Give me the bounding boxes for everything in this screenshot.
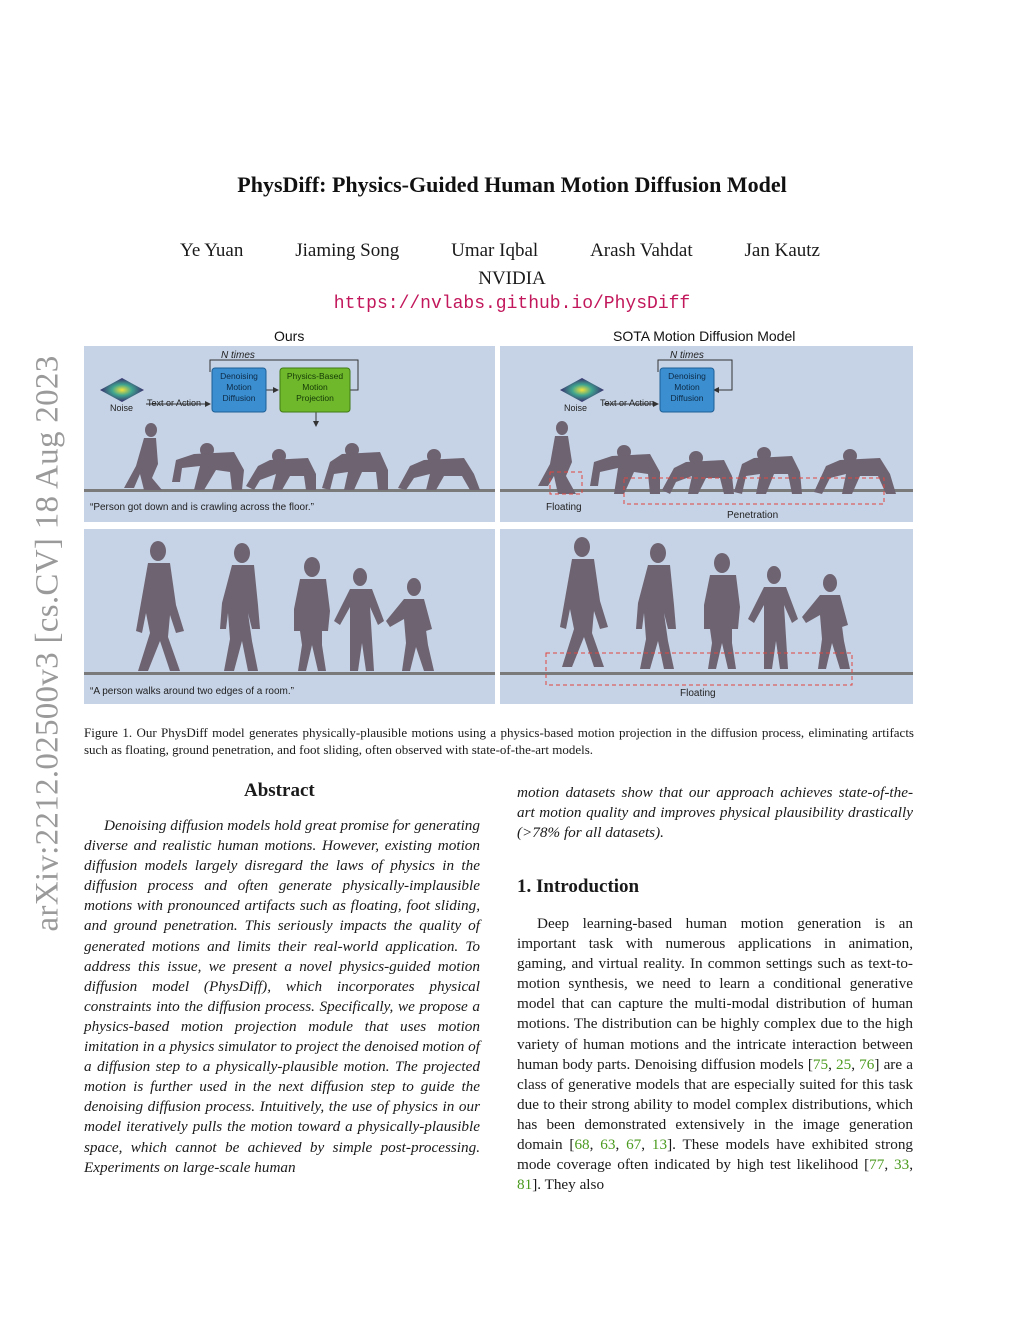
- floating-label: Floating: [546, 502, 582, 513]
- arxiv-stamp: [24, 344, 72, 942]
- text-or-action-label: Text or Action: [600, 398, 655, 408]
- walking-figures: [560, 537, 850, 669]
- ours-walk-illustration: [84, 529, 495, 704]
- citation-link[interactable]: 77: [869, 1156, 885, 1174]
- citation-link[interactable]: 63: [600, 1136, 616, 1154]
- figure-heading-ours: Ours: [274, 328, 305, 344]
- noise-icon: [100, 378, 144, 402]
- denoising-box-label: Denoising Motion Diffusion: [220, 371, 258, 403]
- citation-link[interactable]: 76: [859, 1055, 875, 1073]
- crawling-figures: [124, 423, 480, 490]
- physics-box-label: Physics-Based Motion Projection: [286, 371, 344, 403]
- penetration-label: Penetration: [727, 510, 779, 521]
- author-list: [180, 240, 820, 262]
- figure-panel-ours-crawl: [84, 346, 495, 522]
- citation-link[interactable]: 75: [812, 1055, 829, 1073]
- denoising-box-label: Denoising Motion Diffusion: [668, 371, 706, 403]
- figure-panel-sota-walk: [500, 529, 913, 704]
- introduction-text: Deep learning-based human motion generation is an important task with numerous applications in animation, gaming, and virtual reality. In common settings such as text-to-motion synthesis, we need to learn a conditional generative model that can capture the multi-modal distribution of human motions. The distribution can be highly complex due to the high variety of human motions and the intricate interaction between human body parts. Denoising diffusion models [75, 25, 76] are a class of generative models that are especially suited for this task due to their strong ability to model complex distributions, which has been demonstrated extensively in the image generation domain [68, 63, 67, 13]. These models have exhibited strong mode coverage often indicated by high test likelihood [77, 33, 81]. They also: [517, 915, 914, 1194]
- citation-link[interactable]: 33: [894, 1156, 910, 1174]
- crawl-prompt-caption: “Person got down and is crawling across the floor.”: [90, 502, 314, 513]
- paper-title: PhysDiff: Physics-Guided Human Motion Diffusion Model: [237, 172, 787, 197]
- n-times-label: N times: [670, 350, 704, 361]
- figure-panel-sota-crawl: [500, 346, 913, 522]
- noise-label: Noise: [110, 403, 134, 413]
- arxiv-stamp-text: arXiv:2212.02500v3 [cs.CV] 18 Aug 2023: [29, 354, 66, 932]
- abstract-heading: Abstract: [244, 780, 315, 801]
- affiliation: NVIDIA: [478, 268, 546, 289]
- author: Jiaming Song: [295, 240, 400, 261]
- walking-figures: [136, 541, 434, 671]
- figure-panel-ours-walk: [84, 529, 495, 704]
- project-url-link[interactable]: https://nvlabs.github.io/PhysDiff: [333, 294, 691, 314]
- abstract-continuation: motion datasets show that our approach achieves state-of-the-art motion quality and improves physical plausibility drastically (>78% for all datasets).: [517, 784, 913, 842]
- floating-label: Floating: [680, 688, 716, 699]
- citation-link[interactable]: 81: [517, 1176, 533, 1194]
- author: Jan Kautz: [744, 240, 820, 261]
- introduction-heading: 1. Introduction: [517, 876, 640, 897]
- text-or-action-label: Text or Action: [147, 398, 202, 408]
- citation-link[interactable]: 68: [574, 1136, 590, 1154]
- crawling-figures: [538, 421, 896, 494]
- author: Ye Yuan: [180, 240, 244, 261]
- noise-icon: [560, 378, 604, 402]
- citation-link[interactable]: 13: [651, 1136, 668, 1154]
- sota-walk-illustration: [500, 529, 913, 704]
- figure-heading-sota: SOTA Motion Diffusion Model: [613, 328, 796, 344]
- noise-label: Noise: [564, 403, 588, 413]
- citation-link[interactable]: 25: [836, 1055, 852, 1073]
- abstract-text: Denoising diffusion models hold great promise for generating diverse and realistic human motions. However, existing motion diffusion models largely disregard the laws of physics in the diffusion process and often generate physically-implausible motions with pronounced artifacts such as floating, foot sliding, and ground penetration. This seriously impacts the quality of generated motions and limits their real-world application. To address this issue, we present a novel physics-guided motion diffusion model (PhysDiff), which incorporates physical constraints into the diffusion process. Specifically, we propose a physics-based motion projection module that uses motion imitation in a physics simulator to project the denoised motion of a diffusion step to a physically-plausible motion. The projected motion is further used in the next diffusion step to guide the denoising diffusion process. Intuitively, the use of physics in our model iteratively pulls the motion toward a physically-plausible space, which cannot be achieved by simple post-processing. Experiments on large-scale human: [84, 817, 480, 1176]
- figure-caption: Figure 1. Our PhysDiff model generates physically-plausible motions using a physics-based motion projection in the diffusion process, eliminating artifacts such as floating, ground penetration, and foot sliding, often observed with state-of-the-art models.: [84, 725, 914, 757]
- author: Umar Iqbal: [451, 240, 539, 261]
- walk-prompt-caption: “A person walks around two edges of a room.”: [90, 686, 294, 697]
- author: Arash Vahdat: [590, 240, 693, 261]
- citation-link[interactable]: 67: [626, 1136, 642, 1154]
- n-times-label: N times: [221, 350, 255, 361]
